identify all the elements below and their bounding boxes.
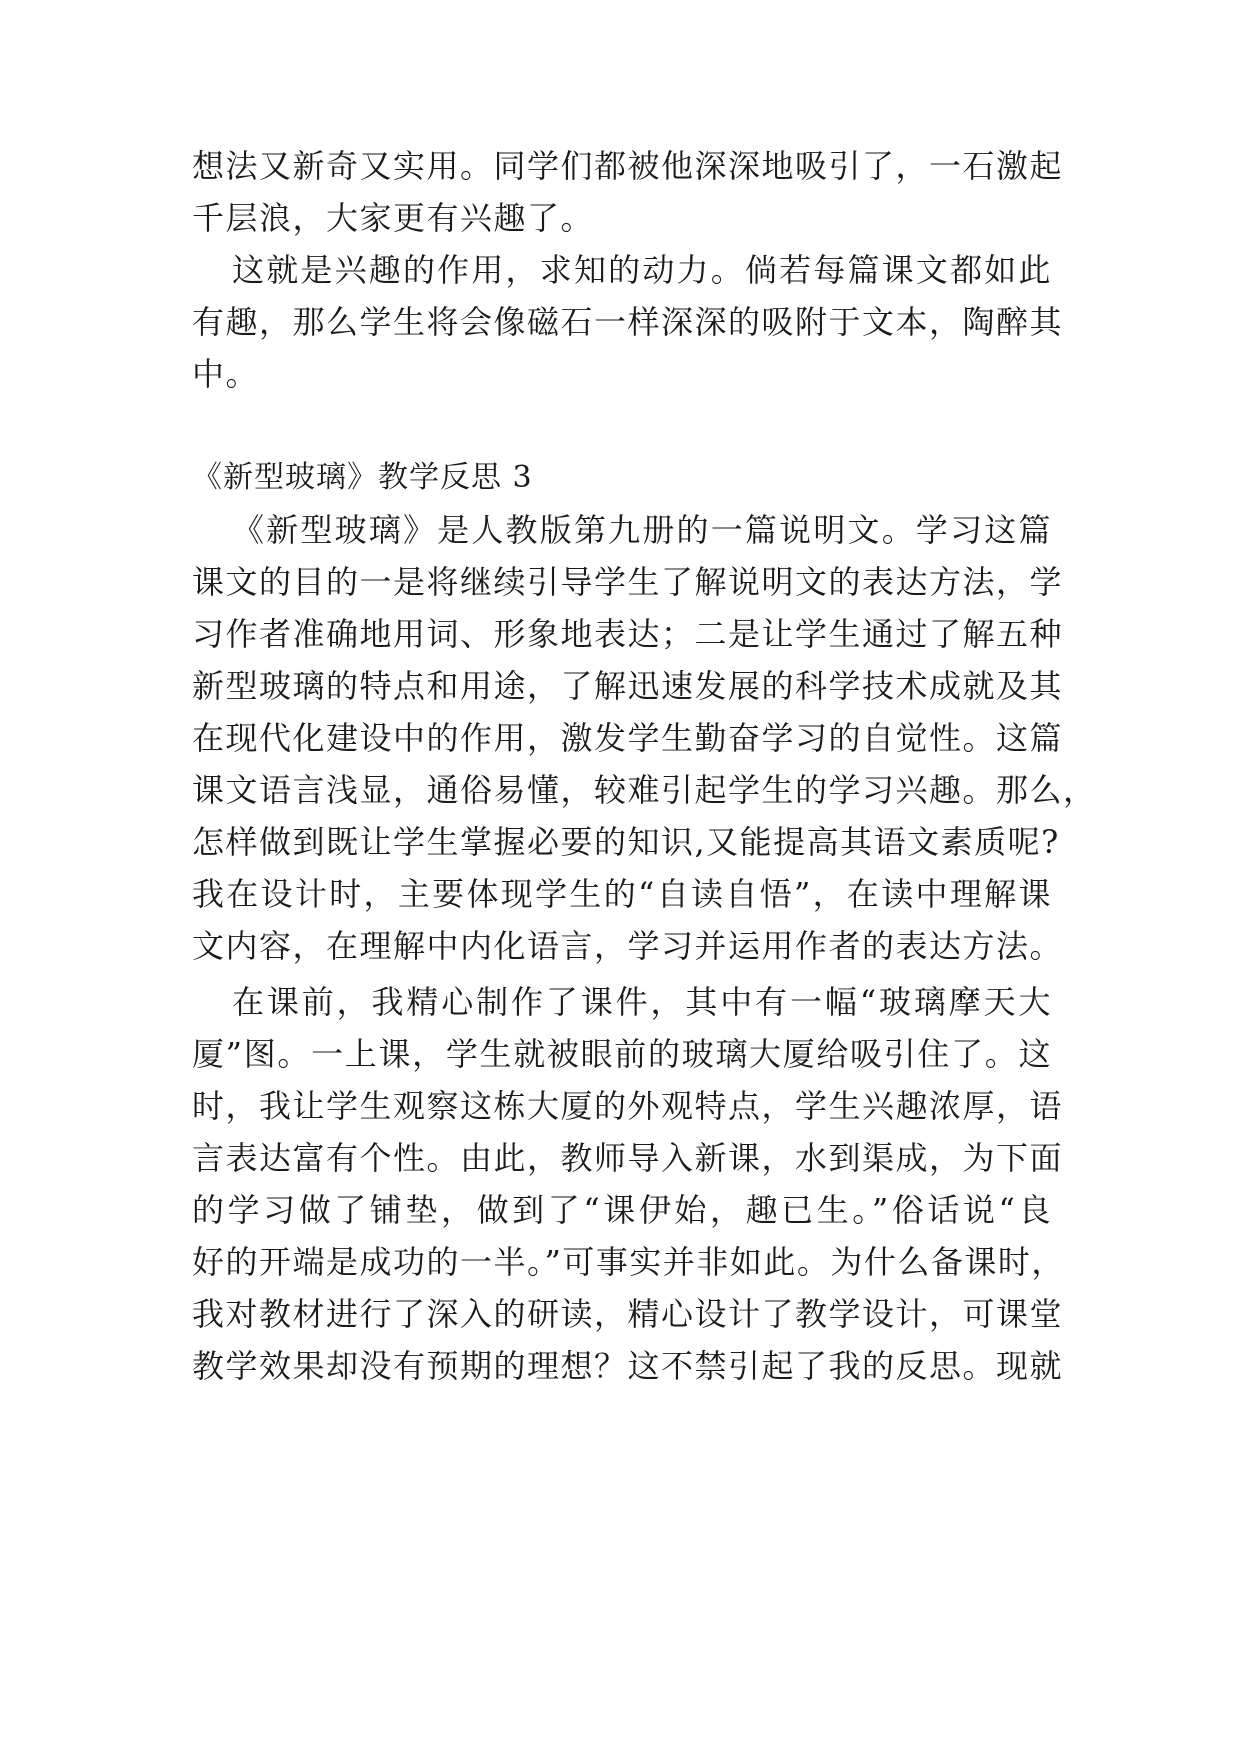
paragraph-3-line-9: 文内容，在理解中内化语言，学习并运用作者的表达方法。 [192,927,1064,965]
paragraph-3-line-4: 新型玻璃的特点和用途，了解迅速发展的科学技术成就及其 [192,667,1064,705]
paragraph-3-line-2: 课文的目的一是将继续引导学生了解说明文的表达方法，学 [192,563,1064,601]
paragraph-4-line-4: 言表达富有个性。由此，教师导入新课，水到渠成，为下面 [192,1139,1064,1177]
paragraph-3-line-5: 在现代化建设中的作用，激发学生勤奋学习的自觉性。这篇 [192,719,1064,757]
paragraph-2-line-3: 中。 [192,355,260,393]
section-heading: 《新型玻璃》教学反思 3 [192,460,533,495]
paragraph-1-line-1: 想法又新奇又实用。同学们都被他深深地吸引了，一石激起 [192,147,1064,185]
paragraph-4-line-7: 我对教材进行了深入的研读，精心设计了教学设计，可课堂 [192,1295,1064,1333]
paragraph-4-line-3: 时，我让学生观察这栋大厦的外观特点，学生兴趣浓厚，语 [192,1087,1064,1125]
paragraph-4-line-8: 教学效果却没有预期的理想？这不禁引起了我的反思。现就 [192,1347,1064,1385]
paragraph-3-line-8: 我在设计时，主要体现学生的“自读自悟”，在读中理解课 [192,875,1052,913]
paragraph-4-line-6: 好的开端是成功的一半。”可事实并非如此。为什么备课时， [192,1243,1065,1281]
paragraph-3-line-7: 怎样做到既让学生掌握必要的知识,又能提高其语文素质呢? [192,823,1060,861]
paragraph-4-line-5: 的学习做了铺垫，做到了“课伊始，趣已生。”俗话说“良 [192,1191,1052,1229]
paragraph-2-line-2: 有趣，那么学生将会像磁石一样深深的吸附于文本，陶醉其 [192,303,1064,341]
paragraph-2-line-1: 这就是兴趣的作用，求知的动力。倘若每篇课文都如此 [232,251,1052,289]
paragraph-3-line-3: 习作者准确地用词、形象地表达；二是让学生通过了解五种 [192,615,1064,653]
paragraph-3-line-1: 《新型玻璃》是人教版第九册的一篇说明文。学习这篇 [232,511,1052,549]
paragraph-4-line-2: 厦”图。一上课，学生就被眼前的玻璃大厦给吸引住了。这 [192,1035,1052,1073]
paragraph-3-line-6: 课文语言浅显，通俗易懂，较难引起学生的学习兴趣。那么， [192,771,1097,809]
paragraph-4-line-1: 在课前，我精心制作了课件，其中有一幅“玻璃摩天大 [232,983,1052,1021]
paragraph-1-line-2: 千层浪，大家更有兴趣了。 [192,199,595,237]
